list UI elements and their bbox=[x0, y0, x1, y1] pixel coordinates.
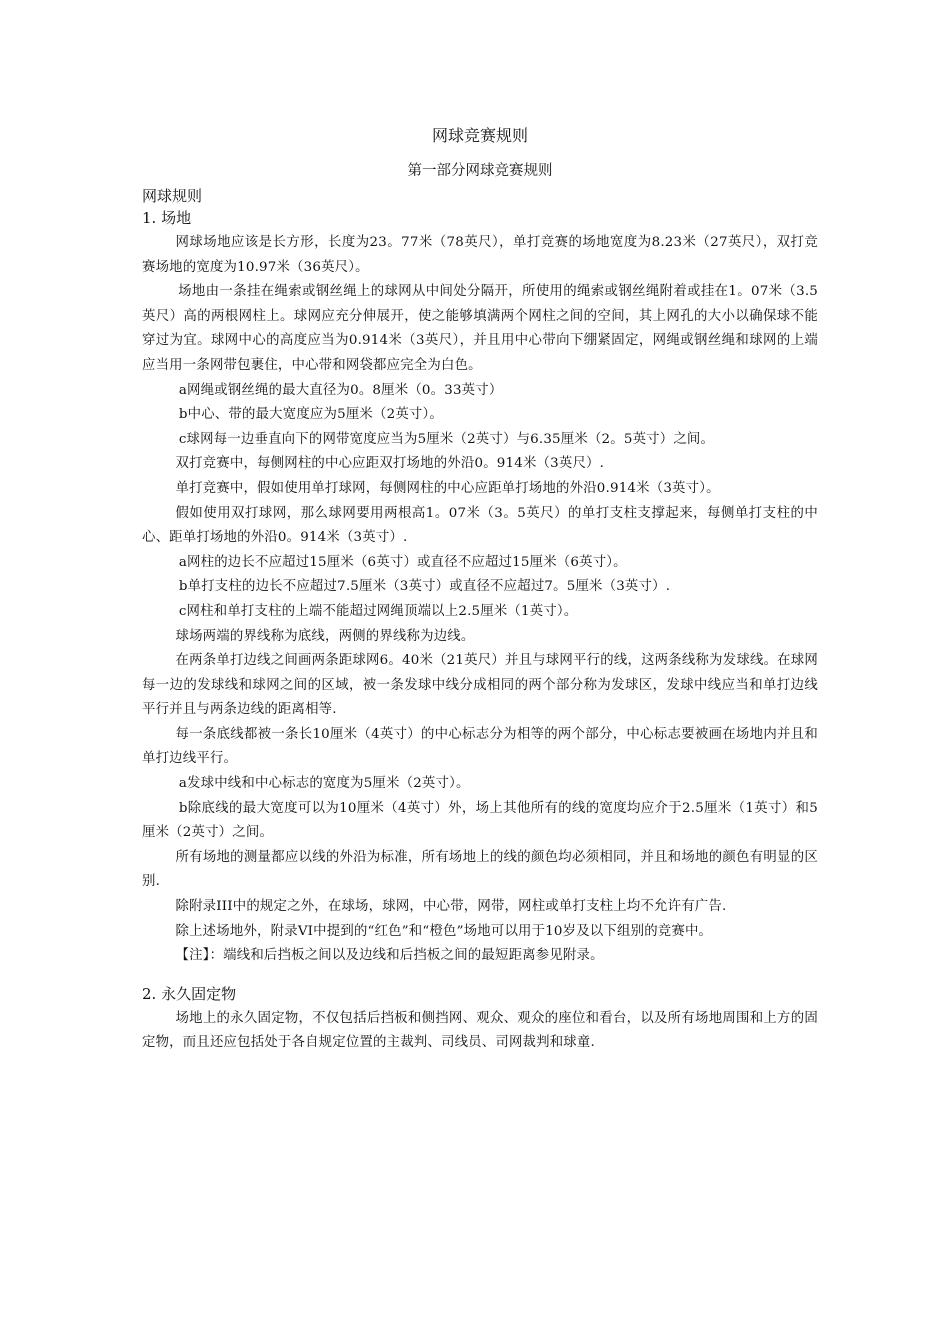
paragraph: 假如使用双打球网，那么球网要用两根高1。07米（3。5英尺）的单打支柱支撑起来，每侧单打支柱的中心、距单打场地的外沿0。914米（3英寸）. bbox=[142, 505, 818, 546]
note-paragraph: 【注】：端线和后挡板之间以及边线和后挡板之间的最短距离参见附录。 bbox=[175, 948, 604, 964]
document-title: 网球竞赛规则 bbox=[431, 126, 528, 145]
paragraph: 网球场地应该是长方形，长度为23。77米（78英尺），单打竞赛的场地宽度为8.23米（27英尺），双打竞赛场地的宽度为10.97米（36英尺）。 bbox=[142, 235, 818, 275]
document-subtitle: 第一部分网球竞赛规则 bbox=[407, 163, 553, 179]
paragraph: 除上述场地外，附录VI中提到的“红色”和“橙色”场地可以用于10岁及以下组别的竞赛中。 bbox=[175, 923, 713, 939]
heading-court: 1. 场地 bbox=[142, 209, 192, 227]
paragraph: a发球中线和中心标志的宽度为5厘米（2英寸）。 bbox=[178, 776, 470, 792]
paragraph: 场地由一条挂在绳索或钢丝绳上的球网从中间处分隔开，所使用的绳索或钢丝绳附着或挂在1。07米（3.5英尺）高的两根网柱上。球网应充分伸展开，使之能够填满两个网柱之间的空间，其上网孔的大小以确保球不能穿过为宜。球网中心的高度应当为0.914米（3英尺），并且用中心带向下绷紧固定，网绳或钢丝绳和球网的上端应当用一条网带包裹住，中心带和网袋都应完全为白色。 bbox=[142, 284, 818, 373]
paragraph: 场地上的永久固定物，不仅包括后挡板和侧挡网、观众、观众的座位和看台，以及所有场地周围和上方的固定物，而且还应包括处于各自规定位置的主裁判、司线员、司网裁判和球童. bbox=[142, 1010, 818, 1051]
paragraph: c网柱和单打支柱的上端不能超过网绳顶端以上2.5厘米（1英寸）。 bbox=[178, 603, 578, 619]
document-page bbox=[142, 125, 818, 1056]
paragraph: 球场两端的界线称为底线，两侧的界线称为边线。 bbox=[175, 628, 475, 644]
section-heading: 网球规则 bbox=[142, 187, 203, 205]
spacer bbox=[142, 969, 818, 983]
paragraph: a网柱的边长不应超过15厘米（6英寸）或直径不应超过15厘米（6英寸）。 bbox=[178, 554, 627, 570]
paragraph: 双打竞赛中，每侧网柱的中心应距双打场地的外沿0。914米（3英尺）. bbox=[175, 456, 605, 472]
paragraph: b单打支柱的边长不应超过7.5厘米（3英寸）或直径不应超过7。5厘米（3英寸）. bbox=[178, 579, 671, 595]
paragraph: 在两条单打边线之间画两条距球网6。40米（21英尺）并且与球网平行的线，这两条线称为发球线。在球网每一边的发球线和球网之间的区域，被一条发球中线分成相同的两个部分称为发球区，发球中线应当和单打边线平行并且与两条边线的距离相等. bbox=[142, 653, 818, 718]
paragraph: c球网每一边垂直向下的网带宽度应当为5厘米（2英寸）与6.35厘米（2。5英寸）之间。 bbox=[178, 431, 715, 447]
heading-permanent-fixtures: 2. 永久固定物 bbox=[142, 984, 237, 1003]
paragraph: a网绳或钢丝绳的最大直径为0。8厘米（0。33英寸） bbox=[178, 382, 503, 398]
paragraph: 除附录III中的规定之外，在球场，球网，中心带，网带，网柱或单打支柱上均不允许有广告. bbox=[175, 899, 727, 915]
paragraph: 单打竞赛中，假如使用单打球网，每侧网柱的中心应距单打场地的外沿0.914米（3英寸）。 bbox=[175, 480, 720, 496]
paragraph: 每一条底线都被一条长10厘米（4英寸）的中心标志分为相等的两个部分，中心标志要被画在场地内并且和单打边线平行。 bbox=[142, 726, 818, 767]
paragraph: 所有场地的测量都应以线的外沿为标准，所有场地上的线的颜色均必须相同，并且和场地的颜色有明显的区别. bbox=[142, 849, 818, 890]
paragraph: b除底线的最大宽度可以为10厘米（4英寸）外，场上其他所有的线的宽度均应介于2.5厘米（1英寸）和5厘米（2英寸）之间。 bbox=[142, 800, 818, 841]
paragraph: b中心、带的最大宽度应为5厘米（2英寸）。 bbox=[178, 407, 443, 423]
